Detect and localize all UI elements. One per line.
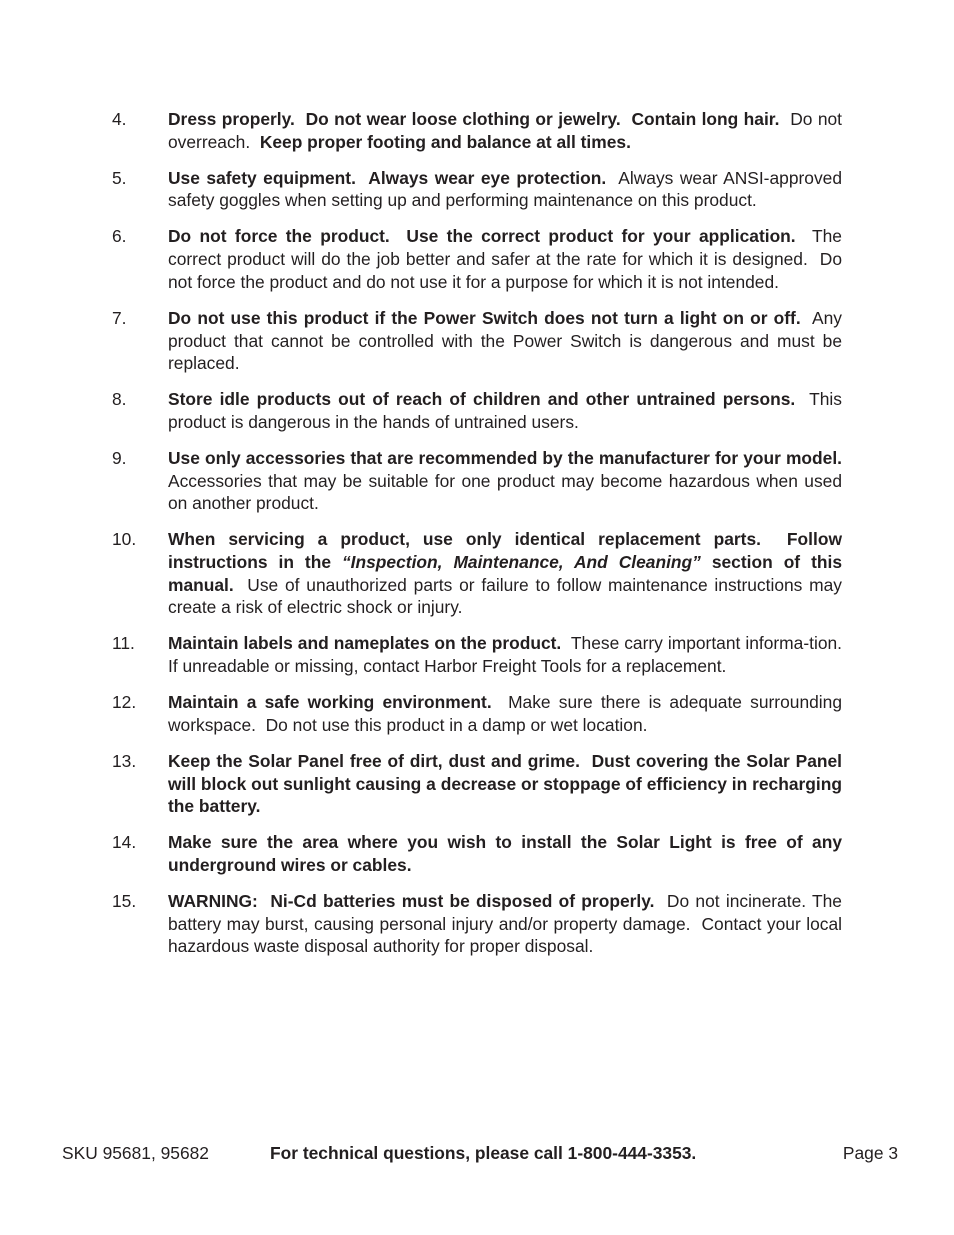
item-body-text: Always wear ANSI-approved safety goggles when setting up and performing maintenance on this product. (168, 167, 847, 211)
item-text (168, 751, 847, 816)
item-number: 14. (112, 832, 137, 853)
item-emphasis-text: Store idle products out of reach of children and other untrained persons. (168, 389, 796, 410)
item-emphasis-text: Dress properly. Do not wear loose clothing or jewelry. Contain long hair. (168, 109, 780, 129)
item-body-text: Make sure there is adequate surrounding workspace. Do not use this product in a damp or wet location. (168, 692, 847, 735)
item-text (168, 168, 847, 211)
list-item (112, 691, 847, 736)
item-number: 9. (112, 447, 127, 468)
footer-tech-support: For technical questions, please call 1-800-444-3353. (270, 1143, 697, 1163)
item-number: 8. (112, 389, 127, 410)
list-item (112, 225, 847, 293)
list-item (112, 388, 847, 433)
item-number: 5. (112, 167, 127, 188)
item-emphasis-text: WARNING: Ni-Cd batteries must be disposed of properly. (168, 890, 655, 911)
footer-page-number: Page 3 (842, 1143, 898, 1163)
item-emphasis-text: Maintain labels and nameplates on the product. (168, 633, 562, 654)
item-number: 11. (112, 633, 135, 654)
item-number: 13. (112, 750, 137, 771)
item-emphasis-text: When servicing a product, use only identical replacement parts. Follow instructions in the (168, 529, 847, 573)
list-item (112, 831, 847, 876)
item-text (168, 891, 847, 956)
list-item (112, 447, 852, 515)
item-text (168, 692, 847, 735)
item-text (168, 633, 852, 676)
list-item (112, 108, 847, 153)
item-text (168, 529, 847, 617)
item-text (168, 389, 847, 432)
footer-sku: SKU 95681, 95682 (62, 1143, 209, 1163)
item-body-text: Any product that cannot be controlled with the Power Switch is dangerous and must be replaced. (168, 307, 847, 374)
item-number: 6. (112, 226, 127, 247)
item-number: 4. (112, 109, 127, 129)
item-body-text: Accessories that may be suitable for one product may become hazardous when used on another product. (168, 447, 852, 514)
item-text (168, 448, 852, 513)
list-item (112, 307, 847, 375)
list-item (112, 167, 847, 212)
item-body-text: These carry important informa-tion. If unreadable or missing, contact Harbor Freight Tools for a replacement. (168, 633, 852, 677)
item-body-text: The correct product will do the job better and safer at the rate for which it is designed. Do not force the product and do not use it for a purpose for which it is not intended. (168, 226, 847, 292)
item-text (168, 832, 847, 875)
page-footer (62, 1143, 898, 1167)
item-number: 7. (112, 307, 127, 328)
item-emphasis-text: “Inspection, Maintenance, And Cleaning” (341, 552, 701, 573)
item-text (168, 226, 847, 291)
item-number: 15. (112, 890, 137, 911)
list-item (112, 632, 852, 677)
item-body-text: Do not overreach. (168, 109, 847, 152)
item-emphasis-text: Use only accessories that are recommended by the manufacturer for your model. (168, 447, 842, 468)
item-text (168, 109, 847, 152)
item-emphasis-text: Keep the Solar Panel free of dirt, dust and grime. Dust covering the Solar Panel will block out sunlight causing a decrease or stoppage of efficiency in recharging the battery. (168, 750, 847, 817)
item-emphasis-text: Do not use this product if the Power Switch does not turn a light on or off. (168, 307, 801, 328)
item-emphasis-text: section of this manual. (168, 552, 847, 595)
item-text (168, 308, 847, 373)
safety-list (112, 108, 852, 971)
item-emphasis-text: Use safety equipment. Always wear eye protection. (168, 167, 607, 188)
item-emphasis-text: Maintain a safe working environment. (168, 692, 492, 713)
item-emphasis-text: Do not force the product. Use the correct product for your application. (168, 226, 796, 247)
item-emphasis-text: Make sure the area where you wish to install the Solar Light is free of any underground wires or cables. (168, 832, 847, 875)
item-body-text: Use of unauthorized parts or failure to follow maintenance instructions may create a risk of electric shock or injury. (168, 574, 847, 618)
item-emphasis-text: Keep proper footing and balance at all times. (259, 131, 631, 152)
item-body-text: This product is dangerous in the hands of untrained users. (168, 389, 847, 432)
item-body-text: Do not incinerate. The battery may burst, causing personal injury and/or property damage. Contact your local hazardous waste disposal authority for proper disposal. (168, 890, 847, 957)
list-item (112, 890, 847, 958)
list-item (112, 528, 847, 619)
item-number: 12. (112, 692, 137, 713)
item-number: 10. (112, 529, 137, 550)
list-item (112, 750, 847, 818)
